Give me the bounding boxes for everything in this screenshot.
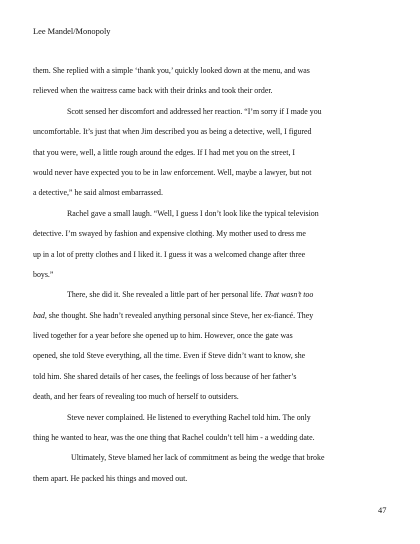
text-line: up in a lot of pretty clothes and I liked it. I guess it was a welcomed change after three bbox=[33, 249, 306, 259]
text-line: detective. I’m swayed by fashion and expensive clothing. My mother used to dress me bbox=[33, 229, 306, 239]
text-line: thing he wanted to hear, was the one thing that Rachel couldn’t tell him - a wedding date. bbox=[33, 433, 315, 443]
text-segment: There, she did it. She revealed a little part of her personal life. bbox=[67, 290, 265, 300]
text-line: told him. She shared details of her cases, the feelings of loss because of her father’s bbox=[33, 371, 297, 381]
text-line: Rachel gave a small laugh. “Well, I guess I don’t look like the typical television bbox=[67, 208, 319, 218]
text-segment: she thought. She hadn’t revealed anything personal since Steve, her ex-fiancé. They bbox=[46, 310, 314, 320]
running-header: Lee Mandel/Monopoly bbox=[33, 27, 111, 36]
text-line: boys.” bbox=[33, 269, 54, 279]
text-line: them. She replied with a simple ‘thank you,’ quickly looked down at the menu, and was bbox=[33, 66, 310, 75]
text-line: opened, she told Steve everything, all the time. Even if Steve didn’t want to know, she bbox=[33, 351, 306, 361]
body-text bbox=[33, 61, 389, 489]
text-line: would never have expected you to be in law enforcement. Well, maybe a lawyer, but not bbox=[33, 167, 312, 177]
text-line: death, and her fears of revealing too much of herself to outsiders. bbox=[33, 392, 239, 402]
text-line: Steve never complained. He listened to everything Rachel told him. The only bbox=[67, 412, 311, 422]
text-line: uncomfortable. It’s just that when Jim described you as being a detective, well, I figured bbox=[33, 127, 312, 137]
text-line: Scott sensed her discomfort and addressed her reaction. “I’m sorry if I made you bbox=[67, 106, 322, 116]
text-line: that you were, well, a little rough around the edges. If I had met you on the street, I bbox=[33, 147, 296, 157]
text-line: lived together for a year before she opened up to him. However, once the gate was bbox=[33, 331, 293, 341]
text-line bbox=[33, 306, 389, 326]
text-line: relieved when the waitress came back with their drinks and took their order. bbox=[33, 86, 273, 96]
italic-segment: bad, bbox=[33, 310, 47, 320]
page-number: 47 bbox=[378, 506, 387, 515]
text-line bbox=[33, 285, 389, 305]
text-line: a detective,” he said almost embarrassed. bbox=[33, 188, 163, 198]
text-line: Ultimately, Steve blamed her lack of commitment as being the wedge that broke bbox=[71, 453, 325, 463]
text-line: them apart. He packed his things and moved out. bbox=[33, 473, 188, 483]
italic-segment: That wasn’t too bbox=[264, 290, 314, 300]
